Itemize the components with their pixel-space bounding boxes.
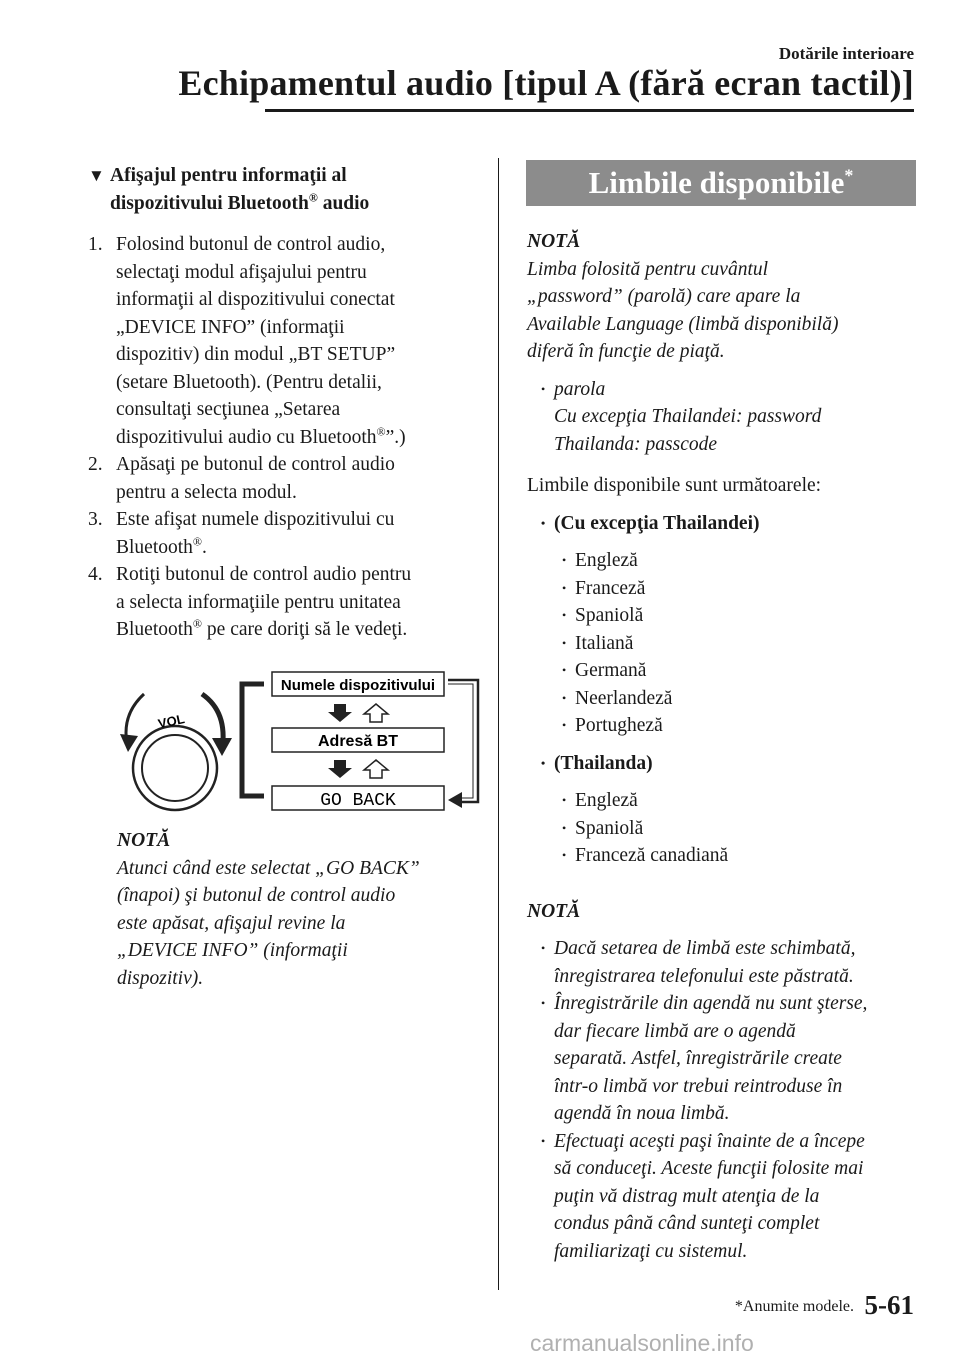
group1-list bbox=[554, 547, 917, 740]
language-item: • Neerlandeză bbox=[554, 685, 917, 713]
step-line: Bluetooth®. bbox=[116, 534, 207, 558]
password-line: Thailanda: passcode bbox=[554, 433, 718, 455]
note-line: într-o limbă vor trebui reintroduse în bbox=[554, 1075, 843, 1097]
step-line: consultaţi secţiunea „Setarea bbox=[116, 399, 341, 420]
page-number: 5-61 bbox=[864, 1290, 914, 1320]
step-line: Apăsaţi pe butonul de control audio bbox=[116, 454, 395, 475]
step-item bbox=[88, 506, 478, 561]
languages-intro: Limbile disponibile sunt următoarele: bbox=[527, 475, 822, 496]
header-title: Echipamentul audio [tipul A (fără ecran tactil)] bbox=[178, 63, 914, 103]
note1-body bbox=[527, 256, 917, 366]
language-item: • Engleză bbox=[554, 547, 917, 575]
left-note-body bbox=[117, 855, 477, 993]
step-number: 4. bbox=[88, 564, 103, 585]
group2-list bbox=[554, 787, 917, 870]
note-line: puţin vă distrag mult atenţia de la bbox=[554, 1185, 820, 1207]
step-line: (setare Bluetooth). (Pentru detalii, bbox=[116, 371, 382, 393]
up-arrow-icon bbox=[364, 760, 388, 778]
left-column bbox=[88, 162, 478, 644]
up-arrow-icon bbox=[364, 704, 388, 722]
step-item bbox=[88, 451, 478, 506]
step-line: a selecta informaţiile pentru unitatea bbox=[116, 591, 401, 613]
left-note bbox=[117, 827, 477, 992]
note-line: diferă în funcţie de piaţă. bbox=[527, 341, 725, 362]
header-subtitle: Dotările interioare bbox=[778, 44, 914, 63]
right-column bbox=[527, 228, 917, 1265]
language-item: • Spaniolă bbox=[554, 815, 917, 843]
note-line: este apăsat, afişajul revine la bbox=[117, 912, 346, 934]
step-line: dispozitiv) din modul „BT SETUP” bbox=[116, 344, 396, 365]
header-rule bbox=[265, 109, 914, 112]
note-line: Atunci când este selectat „GO BACK” bbox=[117, 857, 420, 879]
footnote: *Anumite modele. bbox=[734, 1298, 854, 1315]
box-bt-address-label: Adresă BT bbox=[317, 733, 399, 750]
note2 bbox=[527, 898, 917, 1266]
note-line: agendă în noua limbă. bbox=[554, 1103, 730, 1124]
left-note-heading: NOTĂ bbox=[117, 830, 171, 851]
step-line: informaţii al dispozitivului conectat bbox=[116, 289, 395, 310]
language-item: • Italiană bbox=[554, 630, 917, 658]
note-line: condus până când sunteţi complet bbox=[554, 1213, 820, 1234]
step-line: Bluetooth® pe care doriţi să le vedeţi. bbox=[116, 616, 408, 640]
note-line: (înapoi) şi butonul de control audio bbox=[117, 885, 396, 906]
language-item: • Portugheză bbox=[554, 712, 917, 740]
note-bullet bbox=[533, 990, 917, 1128]
knob-inner bbox=[142, 735, 208, 801]
language-item: • Engleză bbox=[554, 787, 917, 815]
note-bullet bbox=[533, 1128, 917, 1266]
step-number: 3. bbox=[88, 509, 103, 530]
triangle-marker-icon: ▼ bbox=[88, 166, 105, 185]
note-line: dispozitiv). bbox=[117, 967, 204, 989]
box-device-name-label: Numele dispozitivului bbox=[280, 677, 436, 694]
step-line: Rotiţi butonul de control audio pentru bbox=[116, 564, 412, 585]
note-line: • Înregistrările din agendă nu sunt şterse, bbox=[554, 993, 868, 1014]
step-line: Folosind butonul de control audio, bbox=[116, 234, 386, 255]
step-line: pentru a selecta modul. bbox=[116, 481, 297, 503]
step-number: 2. bbox=[88, 454, 103, 475]
note-line: • Dacă setarea de limbă este schimbată, bbox=[554, 938, 856, 959]
note-line: Available Language (limbă disponibilă) bbox=[527, 313, 839, 335]
language-item: • Spaniolă bbox=[554, 602, 917, 630]
bracket-left bbox=[242, 684, 264, 796]
steps-list bbox=[88, 231, 478, 644]
vol-label: VOL bbox=[156, 711, 186, 732]
note-line: • Efectuaţi aceşti paşi înainte de a începe bbox=[554, 1130, 865, 1152]
knob-outer bbox=[133, 726, 217, 810]
languages-banner: Limbile disponibile* bbox=[526, 160, 916, 206]
note2-body bbox=[533, 935, 917, 1265]
step-line: „DEVICE INFO” (informaţii bbox=[116, 316, 345, 338]
down-arrow-icon bbox=[328, 760, 352, 778]
box-go-back-label: GO BACK bbox=[320, 791, 396, 811]
step-line: selectaţi modul afişajului pentru bbox=[116, 261, 367, 283]
note-line: „DEVICE INFO” (informaţii bbox=[117, 940, 348, 961]
note-line: dar fiecare limbă are o agendă bbox=[554, 1020, 796, 1042]
group2-title: • (Thailanda) bbox=[533, 750, 917, 778]
password-bullet: • parola Cu excepţia Thailandei: password Thailanda: passcode bbox=[533, 376, 917, 459]
note-bullet bbox=[533, 935, 917, 990]
down-arrow-icon bbox=[328, 704, 352, 722]
note-line: să conduceţi. Aceste funcţii folosite mai bbox=[554, 1158, 864, 1179]
audio-knob-diagram bbox=[98, 668, 488, 818]
note2-heading: NOTĂ bbox=[527, 900, 581, 922]
step-line: dispozitivului audio cu Bluetooth®”.) bbox=[116, 424, 406, 448]
watermark: carmanualsonline.info bbox=[530, 1330, 754, 1356]
step-line: Este afişat numele dispozitivului cu bbox=[116, 509, 395, 530]
note-line: Limba folosită pentru cuvântul bbox=[527, 258, 769, 280]
return-loop-arrow-inner bbox=[448, 684, 473, 798]
group1-title: • (Cu excepţia Thailandei) bbox=[533, 510, 917, 538]
step-item bbox=[88, 561, 478, 644]
column-divider bbox=[498, 158, 499, 1290]
step-item bbox=[88, 231, 478, 451]
note-line: separată. Astfel, înregistrările create bbox=[554, 1048, 842, 1069]
language-item: • Germană bbox=[554, 657, 917, 685]
note-line: familiarizaţi cu sistemul. bbox=[554, 1240, 748, 1262]
step-number: 1. bbox=[88, 234, 103, 255]
note1-heading: NOTĂ bbox=[527, 231, 581, 252]
return-arrowhead bbox=[448, 792, 462, 808]
note-line: înregistrarea telefonului este păstrată. bbox=[554, 965, 854, 987]
language-item: • Franceză bbox=[554, 575, 917, 603]
rotate-left-arrowhead bbox=[120, 734, 138, 752]
section-heading: ▼ Afişajul pentru informaţii al dispozitivului Bluetooth® audio bbox=[88, 162, 478, 217]
language-item: • Franceză canadiană bbox=[554, 842, 917, 870]
note-line: „password” (parolă) care apare la bbox=[527, 286, 801, 307]
note1 bbox=[527, 228, 917, 366]
password-line: Cu excepţia Thailandei: password bbox=[554, 406, 822, 427]
